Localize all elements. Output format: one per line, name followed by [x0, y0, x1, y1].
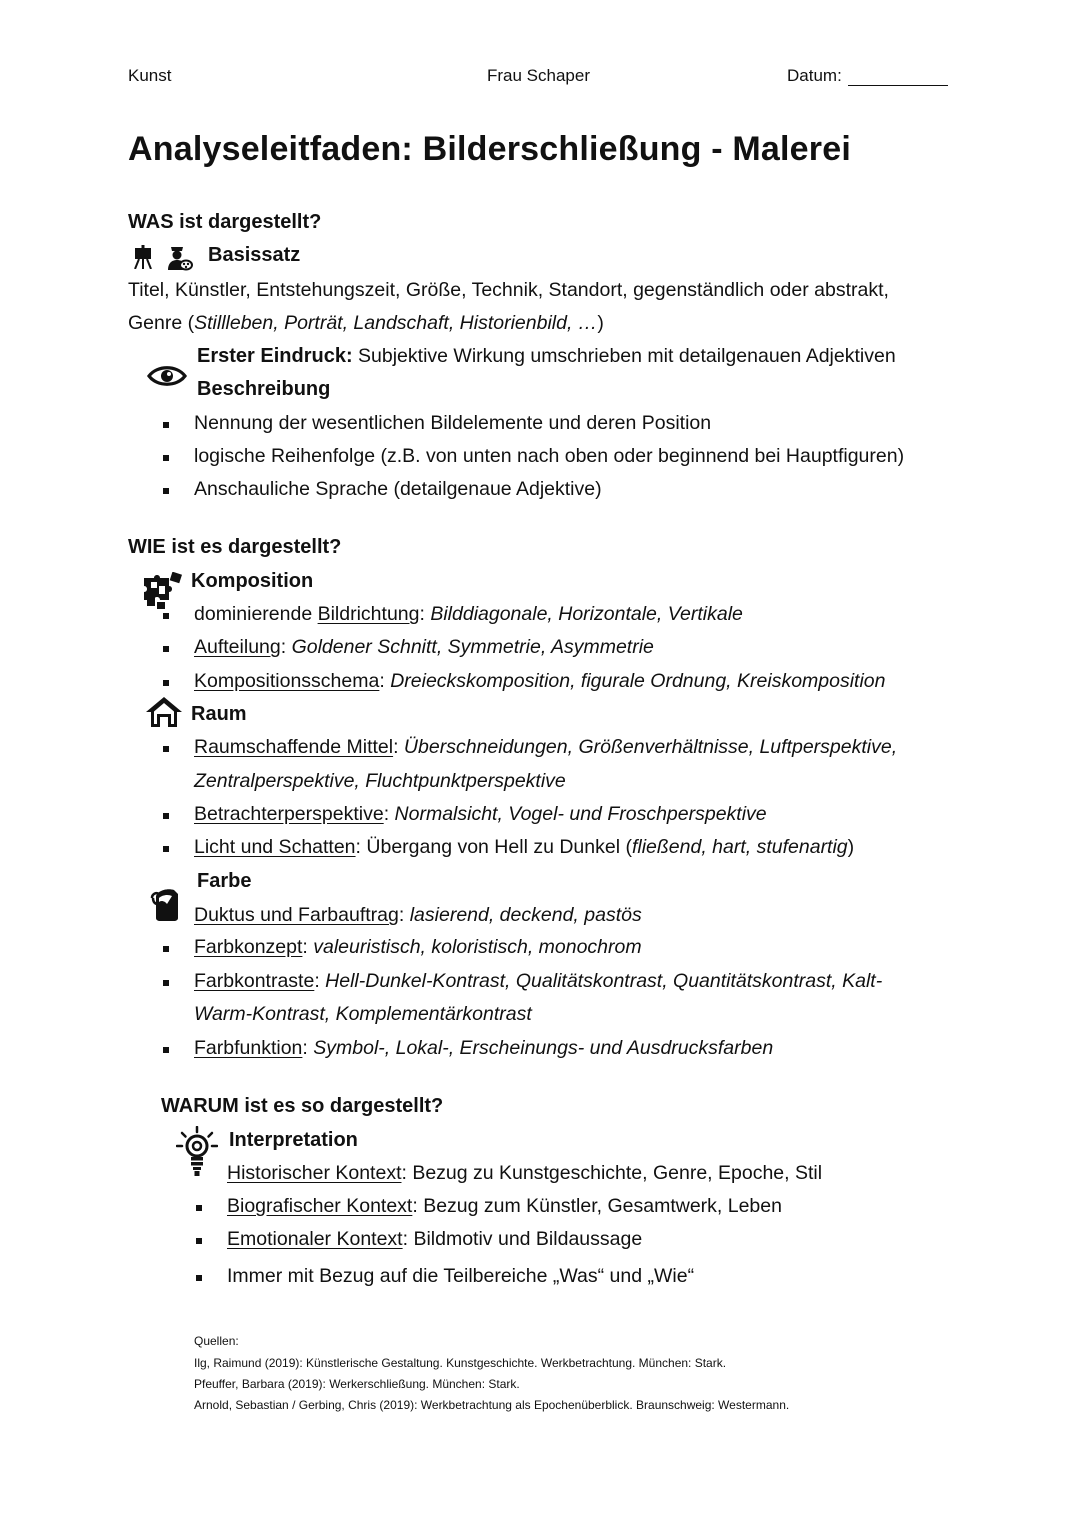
list-item	[227, 1162, 822, 1185]
genre-prefix: Genre (	[128, 312, 195, 334]
bullet	[196, 1238, 202, 1244]
item-examples: fließend, hart, stufenartig	[631, 836, 848, 858]
list-item	[194, 1037, 773, 1060]
header-subject: Kunst	[128, 66, 172, 85]
list-item	[227, 1265, 694, 1288]
header-teacher: Frau Schaper	[487, 66, 590, 85]
item-term: Biografischer Kontext	[227, 1195, 413, 1217]
list-item	[194, 603, 743, 626]
item-text: Immer mit Bezug auf die Teilbereiche „Was“ und „Wie“	[227, 1265, 695, 1287]
genre-examples: Stillleben, Porträt, Landschaft, Historienbild, …	[194, 312, 598, 334]
painter-icon	[165, 244, 193, 272]
header-date	[787, 66, 948, 86]
item-sep: :	[379, 670, 391, 692]
item-term: Farbkontraste	[194, 970, 315, 992]
item-sep: :	[393, 736, 404, 758]
item-term: Farbfunktion	[194, 1037, 303, 1059]
easel-icon	[133, 245, 153, 269]
list-item: Nennung der wesentlichen Bildelemente und deren Position	[194, 412, 712, 434]
house-icon	[145, 696, 183, 728]
list-item	[194, 904, 642, 927]
item-term: Raumschaffende Mittel	[194, 736, 394, 758]
heading-warum: WARUM ist es so dargestellt?	[161, 1095, 444, 1117]
basissatz-text-line2	[128, 312, 604, 335]
list-item	[227, 1228, 642, 1251]
item-sep: :	[412, 1195, 424, 1217]
label-basissatz: Basissatz	[208, 244, 301, 266]
heading-wie: WIE ist es dargestellt?	[128, 536, 342, 558]
puzzle-icon	[143, 572, 183, 610]
list-item: logische Reihenfolge (z.B. von unten nach oben oder beginnend bei Hauptfiguren)	[194, 445, 905, 467]
item-term: Bildrichtung	[317, 603, 420, 625]
item-examples: Dreieckskomposition, figurale Ordnung, Kreiskomposition	[390, 670, 886, 692]
list-item	[194, 736, 897, 759]
list-item	[194, 970, 882, 993]
item-sep: :	[419, 603, 431, 625]
date-label: Datum:	[787, 66, 842, 85]
label-farbe: Farbe	[197, 870, 252, 892]
sources-label: Quellen:	[194, 1334, 239, 1348]
item-term: Betrachterperspektive	[194, 803, 384, 825]
item-examples: Goldener Schnitt, Symmetrie, Asymmetrie	[291, 636, 654, 658]
bullet	[163, 646, 169, 652]
item-text: Bezug zu Kunstgeschichte, Genre, Epoche, Stil	[412, 1162, 823, 1184]
bullet	[196, 1205, 202, 1211]
paint-bucket-icon	[150, 886, 182, 922]
item-term: Kompositionsschema	[194, 670, 380, 692]
item-text: Bezug zum Künstler, Gesamtwerk, Leben	[423, 1195, 782, 1217]
date-blank-line	[848, 67, 948, 86]
item-examples: Hell-Dunkel-Kontrast, Qualitätskontrast, Quantitätskontrast, Kalt-	[325, 970, 883, 992]
item-term: Farbkonzept	[194, 936, 303, 958]
item-term: Duktus und Farbauftrag	[194, 904, 399, 926]
list-item	[194, 670, 886, 693]
bullet	[196, 1275, 202, 1281]
source-item: Ilg, Raimund (2019): Künstlerische Gestaltung. Kunstgeschichte. Werkbetrachtung. München: Stark.	[194, 1356, 727, 1370]
item-sep: :	[280, 636, 292, 658]
list-item-continuation: Zentralperspektive, Fluchtpunktperspektive	[194, 770, 566, 792]
basissatz-text-line1: Titel, Künstler, Entstehungszeit, Größe, Technik, Standort, gegenständlich oder abstrakt,	[128, 279, 889, 301]
bullet	[163, 946, 169, 952]
list-item	[194, 636, 654, 659]
list-item-continuation: Warm-Kontrast, Komplementärkontrast	[194, 1003, 532, 1025]
page-title: Analyseleitfaden: Bilderschließung - Malerei	[128, 130, 851, 168]
item-sep: :	[314, 970, 326, 992]
bullet	[163, 813, 169, 819]
list-item	[194, 836, 854, 859]
bullet	[163, 980, 169, 986]
list-item	[194, 936, 642, 959]
source-item: Arnold, Sebastian / Gerbing, Chris (2019): Werkbetrachtung als Epochenüberblick. Braunschweig: Westermann.	[194, 1398, 790, 1412]
item-close: )	[847, 836, 855, 858]
heading-was: WAS ist dargestellt?	[128, 211, 322, 233]
label-komposition: Komposition	[191, 570, 314, 592]
item-examples: Bilddiagonale, Horizontale, Vertikale	[430, 603, 743, 625]
item-examples: Überschneidungen, Größenverhältnisse, Luftperspektive,	[403, 736, 898, 758]
list-item	[194, 803, 767, 826]
label-beschreibung: Beschreibung	[197, 378, 331, 400]
item-sep: :	[398, 904, 410, 926]
item-examples: lasierend, deckend, pastös	[409, 904, 642, 926]
list-item	[227, 1195, 782, 1218]
item-term: Historischer Kontext	[227, 1162, 402, 1184]
bullet	[163, 680, 169, 686]
label-erster-eindruck: Erster Eindruck:	[197, 345, 353, 367]
bullet	[163, 422, 169, 428]
label-raum: Raum	[191, 703, 247, 725]
bullet	[163, 455, 169, 461]
item-sep: :	[302, 936, 314, 958]
item-examples: valeuristisch, koloristisch, monochrom	[313, 936, 642, 958]
item-text: Bildmotiv und Bildaussage	[413, 1228, 643, 1250]
item-sep: :	[402, 1228, 414, 1250]
bullet	[163, 746, 169, 752]
bullet	[163, 846, 169, 852]
lightbulb-icon	[176, 1126, 218, 1178]
list-item: Anschauliche Sprache (detailgenaue Adjektive)	[194, 478, 602, 500]
eye-icon	[147, 363, 187, 389]
item-term: Licht und Schatten	[194, 836, 356, 858]
item-sep: :	[383, 803, 395, 825]
bullet	[163, 1047, 169, 1053]
genre-suffix: )	[597, 312, 604, 334]
label-interpretation: Interpretation	[229, 1129, 358, 1151]
item-term: Aufteilung	[194, 636, 281, 658]
item-text: Übergang von Hell zu Dunkel (	[366, 836, 632, 858]
item-sep: :	[302, 1037, 314, 1059]
item-examples: Symbol-, Lokal-, Erscheinungs- und Ausdrucksfarben	[313, 1037, 774, 1059]
item-prefix: dominierende	[194, 603, 318, 625]
item-term: Emotionaler Kontext	[227, 1228, 403, 1250]
item-sep: :	[355, 836, 367, 858]
erster-eindruck-text: Subjektive Wirkung umschrieben mit detailgenauen Adjektiven	[352, 345, 896, 367]
item-examples: Normalsicht, Vogel- und Froschperspektive	[394, 803, 767, 825]
item-sep: :	[401, 1162, 413, 1184]
source-item: Pfeuffer, Barbara (2019): Werkerschließung. München: Stark.	[194, 1377, 520, 1391]
bullet	[163, 488, 169, 494]
erster-eindruck-line	[197, 345, 896, 368]
bullet	[163, 613, 169, 619]
